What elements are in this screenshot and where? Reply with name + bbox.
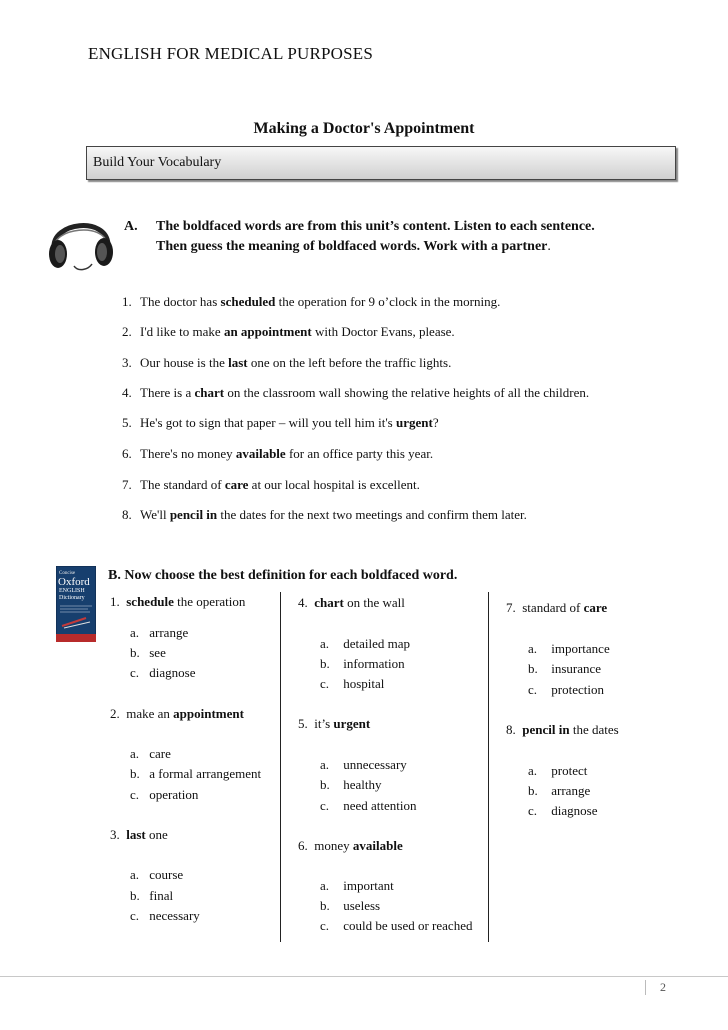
- sentence-8: 8. We'll pencil in the dates for the next two meetings and confirm them later.: [122, 507, 527, 522]
- question-1: 1. schedule the operation: [110, 594, 246, 609]
- question-2: 2. make an appointment: [110, 706, 244, 721]
- q1-option-a: a. arrange: [130, 625, 189, 640]
- column-divider-2: [488, 592, 489, 942]
- column-divider-1: [280, 592, 281, 942]
- sentence-7: 7. The standard of care at our local hospital is excellent.: [122, 477, 420, 492]
- part-a-instruction-line1: The boldfaced words are from this unit’s content. Listen to each sentence.: [156, 219, 595, 234]
- q6-option-b: b. useless: [320, 898, 381, 913]
- sentence-2: 2. I'd like to make an appointment with Doctor Evans, please.: [122, 324, 455, 339]
- book-word-4: Dictionary: [59, 595, 85, 601]
- question-4: 4. chart on the wall: [298, 595, 405, 610]
- page-number: 2: [645, 980, 680, 995]
- q5-option-c: c. need attention: [320, 798, 417, 813]
- q7-option-a: a. importance: [528, 641, 610, 656]
- q2-option-c: c. operation: [130, 787, 199, 802]
- q4-option-b: b. information: [320, 656, 405, 671]
- dictionary-book-image: [56, 566, 96, 642]
- question-6: 6. money available: [298, 838, 403, 853]
- question-8: 8. pencil in the dates: [506, 722, 619, 737]
- q1-option-c: c. diagnose: [130, 665, 196, 680]
- sentence-1: 1. The doctor has scheduled the operation for 9 o’clock in the morning.: [122, 294, 501, 309]
- q3-option-c: c. necessary: [130, 908, 200, 923]
- part-b-heading: B. Now choose the best definition for each boldfaced word.: [108, 568, 458, 583]
- q1-option-b: b. see: [130, 645, 166, 660]
- q3-option-a: a. course: [130, 867, 184, 882]
- part-a-instruction-line2: Then guess the meaning of boldfaced words. Work with a partner.: [156, 239, 551, 254]
- sentence-5: 5. He's got to sign that paper – will you tell him it's urgent?: [122, 415, 439, 430]
- q8-option-b: b. arrange: [528, 783, 591, 798]
- sentence-6: 6. There's no money available for an office party this year.: [122, 446, 434, 461]
- book-word-3: ENGLISH: [59, 588, 85, 594]
- q4-option-c: c. hospital: [320, 676, 385, 691]
- sentence-3: 3. Our house is the last one on the left before the traffic lights.: [122, 355, 452, 370]
- q5-option-b: b. healthy: [320, 777, 382, 792]
- book-word-1: Concise: [59, 571, 76, 576]
- q7-option-c: c. protection: [528, 682, 604, 697]
- q6-option-c: c. could be used or reached: [320, 918, 473, 933]
- q2-option-b: b. a formal arrangement: [130, 766, 262, 781]
- book-word-2: Oxford: [58, 576, 90, 588]
- document-header: ENGLISH FOR MEDICAL PURPOSES: [88, 44, 374, 63]
- section-bar: Build Your Vocabulary: [86, 146, 676, 180]
- q4-option-a: a. detailed map: [320, 636, 411, 651]
- part-a-letter: A.: [124, 219, 138, 234]
- q8-option-a: a. protect: [528, 763, 588, 778]
- q6-option-a: a. important: [320, 878, 394, 893]
- q5-option-a: a. unnecessary: [320, 757, 407, 772]
- q2-option-a: a. care: [130, 746, 171, 761]
- q3-option-b: b. final: [130, 888, 174, 903]
- question-7: 7. standard of care: [506, 600, 608, 615]
- page-title: Making a Doctor's Appointment: [253, 120, 475, 137]
- footer-divider: [0, 976, 728, 977]
- sentence-4: 4. There is a chart on the classroom wall showing the relative heights of all the children.: [122, 385, 590, 400]
- question-5: 5. it’s urgent: [298, 716, 371, 731]
- headphones-icon: [44, 210, 116, 272]
- q7-option-b: b. insurance: [528, 661, 602, 676]
- question-3: 3. last one: [110, 827, 168, 842]
- q8-option-c: c. diagnose: [528, 803, 598, 818]
